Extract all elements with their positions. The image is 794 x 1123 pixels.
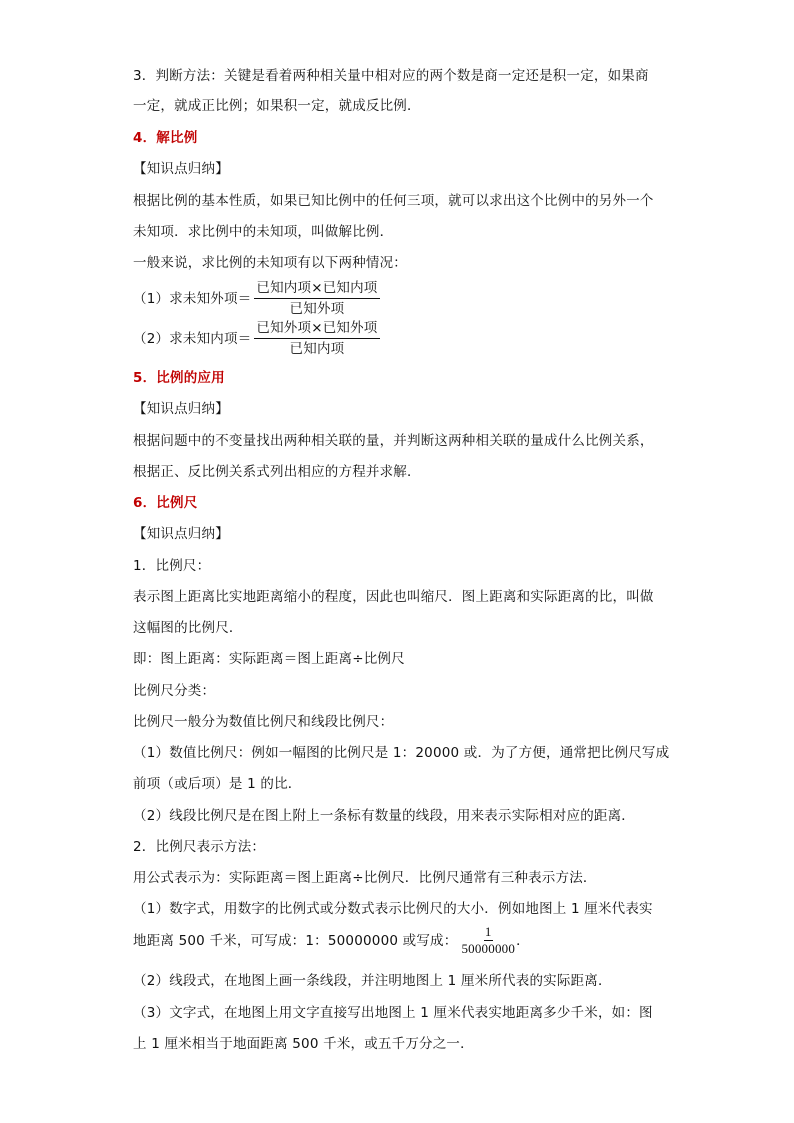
- scale-line-5: 比例尺一般分为数值比例尺和线段比例尺：: [133, 714, 394, 730]
- scale-fraction-numerator: 1: [484, 924, 492, 939]
- judge-line-2: 一定，就成正比例；如果积一定，就成反比例．: [133, 98, 421, 114]
- scale-line-4: 比例尺分类：: [133, 683, 216, 699]
- section-6-heading: 6．比例尺: [133, 495, 198, 511]
- scale-line-6: （1）数值比例尺：例如一幅图的比例尺是 1：20000 或．为了方便，通常把比例尺写成: [133, 745, 670, 761]
- section-4-line-1: 根据比例的基本性质，如果已知比例中的任何三项，就可以求出这个比例中的另外一个: [133, 193, 654, 209]
- scale-line-3-end: ．: [516, 932, 530, 949]
- judge-line-1: 3．判断方法：关键是看着两种相关量中相对应的两个数是商一定还是积一定，如果商: [133, 68, 649, 84]
- scale-representation-line-2: （1）数字式，用数字的比例式或分数式表示比例尺的大小．例如地图上 1 厘米代表实: [133, 901, 653, 917]
- section-4-line-2: 未知项．求比例中的未知项，叫做解比例．: [133, 224, 394, 240]
- scale-representation-line-3: [133, 924, 530, 957]
- section-5-heading: 5．比例的应用: [133, 370, 225, 386]
- scale-representation-line-1: 用公式表示为：实际距离＝图上距离÷比例尺．比例尺通常有三种表示方法．: [133, 870, 597, 886]
- scale-line-8: （2）线段比例尺是在图上附上一条标有数量的线段，用来表示实际相对应的距离．: [133, 808, 635, 824]
- formula-1-label: （1）求未知外项＝: [133, 291, 252, 307]
- section-6-summary-label: 【知识点归纳】: [133, 526, 229, 542]
- section-4-line-3: 一般来说，求比例的未知项有以下两种情况：: [133, 255, 407, 271]
- formula-2-numerator: 已知外项×已知外项: [254, 320, 379, 339]
- scale-title: 1．比例尺：: [133, 558, 211, 574]
- scale-line-7: 前项（或后项）是 1 的比．: [133, 776, 302, 792]
- scale-fraction: [460, 924, 516, 957]
- section-4-heading: 4．解比例: [133, 130, 198, 146]
- scale-line-3-text: 地距离 500 千米，可写成：1：50000000 或写成：: [133, 932, 458, 949]
- scale-representation-line-4: （2）线段式，在地图上画一条线段，并注明地图上 1 厘米所代表的实际距离．: [133, 973, 612, 989]
- formula-unknown-inner: [133, 320, 380, 358]
- formula-1-fraction: [254, 280, 379, 318]
- formula-2-denominator: 已知内项: [289, 341, 345, 357]
- scale-line-1: 表示图上距离比实地距离缩小的程度，因此也叫缩尺．图上距离和实际距离的比，叫做: [133, 589, 654, 605]
- formula-1-numerator: 已知内项×已知内项: [254, 280, 379, 299]
- section-4-summary-label: 【知识点归纳】: [133, 161, 229, 177]
- section-5-summary-label: 【知识点归纳】: [133, 401, 229, 417]
- scale-line-3: 即：图上距离：实际距离＝图上距离÷比例尺: [133, 651, 405, 667]
- scale-representation-line-6: 上 1 厘米相当于地面距离 500 千米，或五千万分之一．: [133, 1036, 474, 1052]
- formula-2-fraction: [254, 320, 379, 358]
- section-5-line-2: 根据正、反比例关系式列出相应的方程并求解．: [133, 464, 421, 480]
- scale-line-2: 这幅图的比例尺．: [133, 620, 243, 636]
- formula-unknown-outer: [133, 280, 380, 318]
- scale-representation-line-5: （3）文字式，在地图上用文字直接写出地图上 1 厘米代表实地距离多少千米，如：图: [133, 1005, 653, 1021]
- formula-1-denominator: 已知外项: [289, 301, 345, 317]
- formula-2-label: （2）求未知内项＝: [133, 331, 252, 347]
- scale-fraction-denominator: 50000000: [461, 941, 516, 956]
- section-5-line-1: 根据问题中的不变量找出两种相关联的量，并判断这两种相关联的量成什么比例关系，: [133, 433, 654, 449]
- scale-representation-title: 2．比例尺表示方法：: [133, 839, 266, 855]
